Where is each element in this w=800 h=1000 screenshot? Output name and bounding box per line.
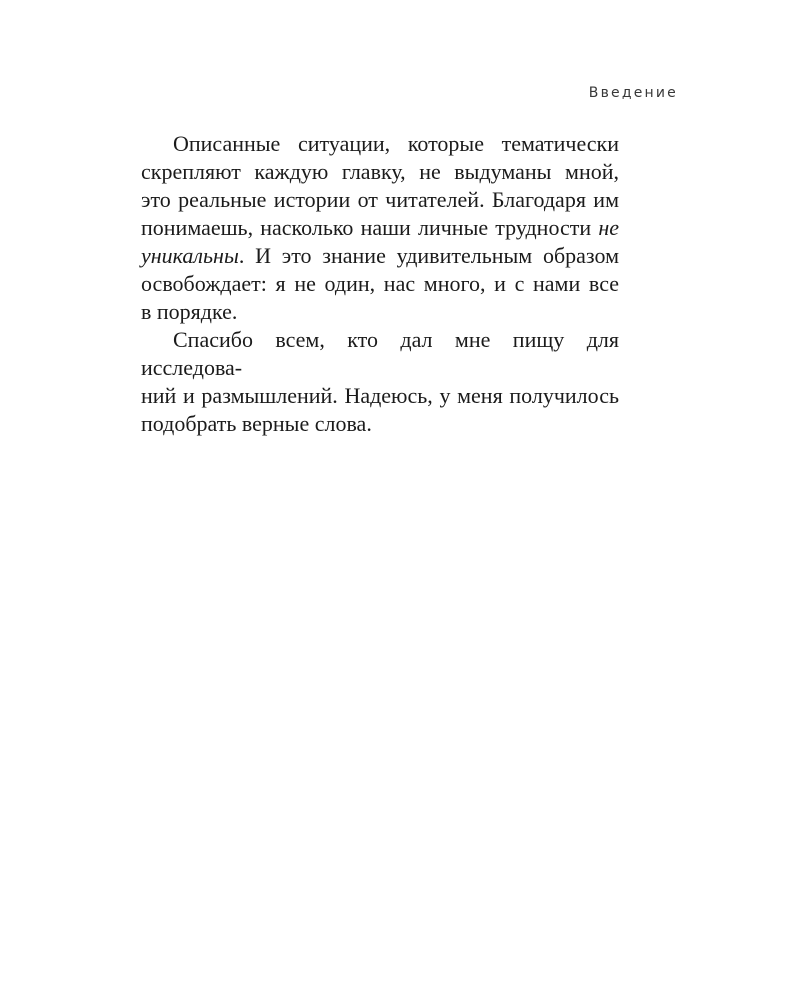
text-segment: Спасибо всем, кто дал мне пищу для исследова- [141,327,619,380]
text-segment: скрепляют каждую главку, не выдуманы мной, [141,159,619,184]
text-segment: . И это знание удивительным образом [238,243,619,268]
text-line [141,214,619,242]
text-segment: ний и размышлений. Надеюсь, у меня получилось [141,383,619,408]
text-line [141,242,619,270]
text-line [141,270,619,298]
text-line [141,186,619,214]
text-line [141,130,619,158]
paragraph [141,326,619,438]
paragraph [141,130,619,326]
italic-text-segment: уникальны [141,243,239,268]
text-line [141,382,619,410]
text-line [141,326,619,382]
text-line [141,298,619,326]
text-segment: в порядке. [141,299,238,324]
text-segment: подобрать верные слова. [141,411,372,436]
text-segment: освобождает: я не один, нас много, и с нами все [141,271,619,296]
text-line [141,158,619,186]
text-segment: Описанные ситуации, которые тематически [173,131,619,156]
italic-text-segment: не [598,215,619,240]
text-segment: понимаешь, насколько наши личные трудности [141,215,599,240]
running-header: Введение [588,85,678,101]
text-segment: это реальные истории от читателей. Благодаря им [141,187,619,212]
text-line [141,410,619,438]
text-block [141,130,619,438]
